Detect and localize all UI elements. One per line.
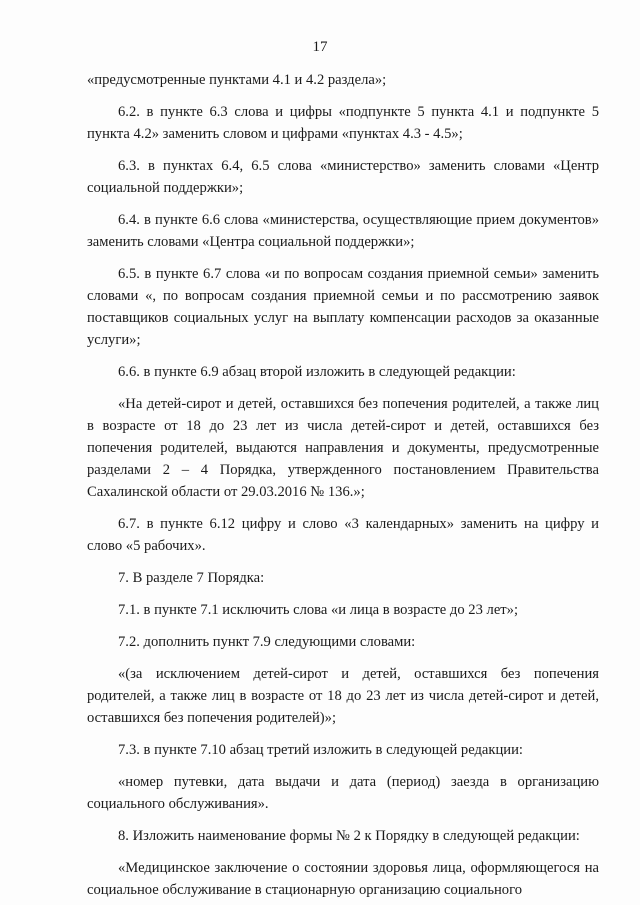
paragraph: 6.3. в пунктах 6.4, 6.5 слова «министерство» заменить словами «Центр социальной поддержки»; (87, 158, 599, 196)
paragraph: «предусмотренные пунктами 4.1 и 4.2 раздела»; (87, 72, 387, 88)
paragraph: 7.2. дополнить пункт 7.9 следующими словами: (118, 634, 416, 650)
paragraph: «Медицинское заключение о состоянии здоровья лица, оформляющегося на социальное обслуживание в стационарную организацию социального (87, 860, 599, 898)
paragraph: 6.4. в пункте 6.6 слова «министерства, осуществляющие прием документов» заменить словами «Центра социальной поддержки»; (87, 212, 599, 250)
paragraph: «На детей-сирот и детей, оставшихся без попечения родителей, а также лиц в возрасте от 18 до 23 лет из числа детей-сирот и детей, оставшихся без попечения родителей, выдаются направления и документы, предусмотренные разделами 2 – 4 Порядка, утвержденного постановлением Правительства Сахалинской области от 29.03.2016 № 136.»; (87, 396, 599, 500)
paragraph: 6.5. в пункте 6.7 слова «и по вопросам создания приемной семьи» заменить словами «, по вопросам создания приемной семьи и по рассмотрению заявок поставщиков социальных услуг на выплату компенсации расходов за оказанные услуги»; (87, 266, 599, 348)
paragraph: 6.2. в пункте 6.3 слова и цифры «подпункте 5 пункта 4.1 и подпункте 5 пункта 4.2» заменить словом и цифрами «пунктах 4.3 - 4.5»; (87, 104, 599, 142)
paragraph: 7. В разделе 7 Порядка: (118, 570, 265, 586)
page-number: 17 (312, 39, 328, 55)
paragraph: «номер путевки, дата выдачи и дата (период) заезда в организацию социального обслуживания». (87, 774, 599, 812)
document-body (87, 69, 599, 911)
paragraph: 6.6. в пункте 6.9 абзац второй изложить в следующей редакции: (118, 364, 516, 380)
paragraph: 7.3. в пункте 7.10 абзац третий изложить в следующей редакции: (118, 742, 523, 758)
paragraph: 8. Изложить наименование формы № 2 к Порядку в следующей редакции: (118, 828, 580, 844)
paragraph: 6.7. в пункте 6.12 цифру и слово «3 календарных» заменить на цифру и слово «5 рабочих». (87, 516, 599, 554)
paragraph: «(за исключением детей-сирот и детей, оставшихся без попечения родителей, а также лиц в возрасте от 18 до 23 лет из числа детей-сирот и детей, оставшихся без попечения родителей)»; (87, 666, 599, 726)
paragraph: 7.1. в пункте 7.1 исключить слова «и лица в возрасте до 23 лет»; (118, 602, 519, 618)
